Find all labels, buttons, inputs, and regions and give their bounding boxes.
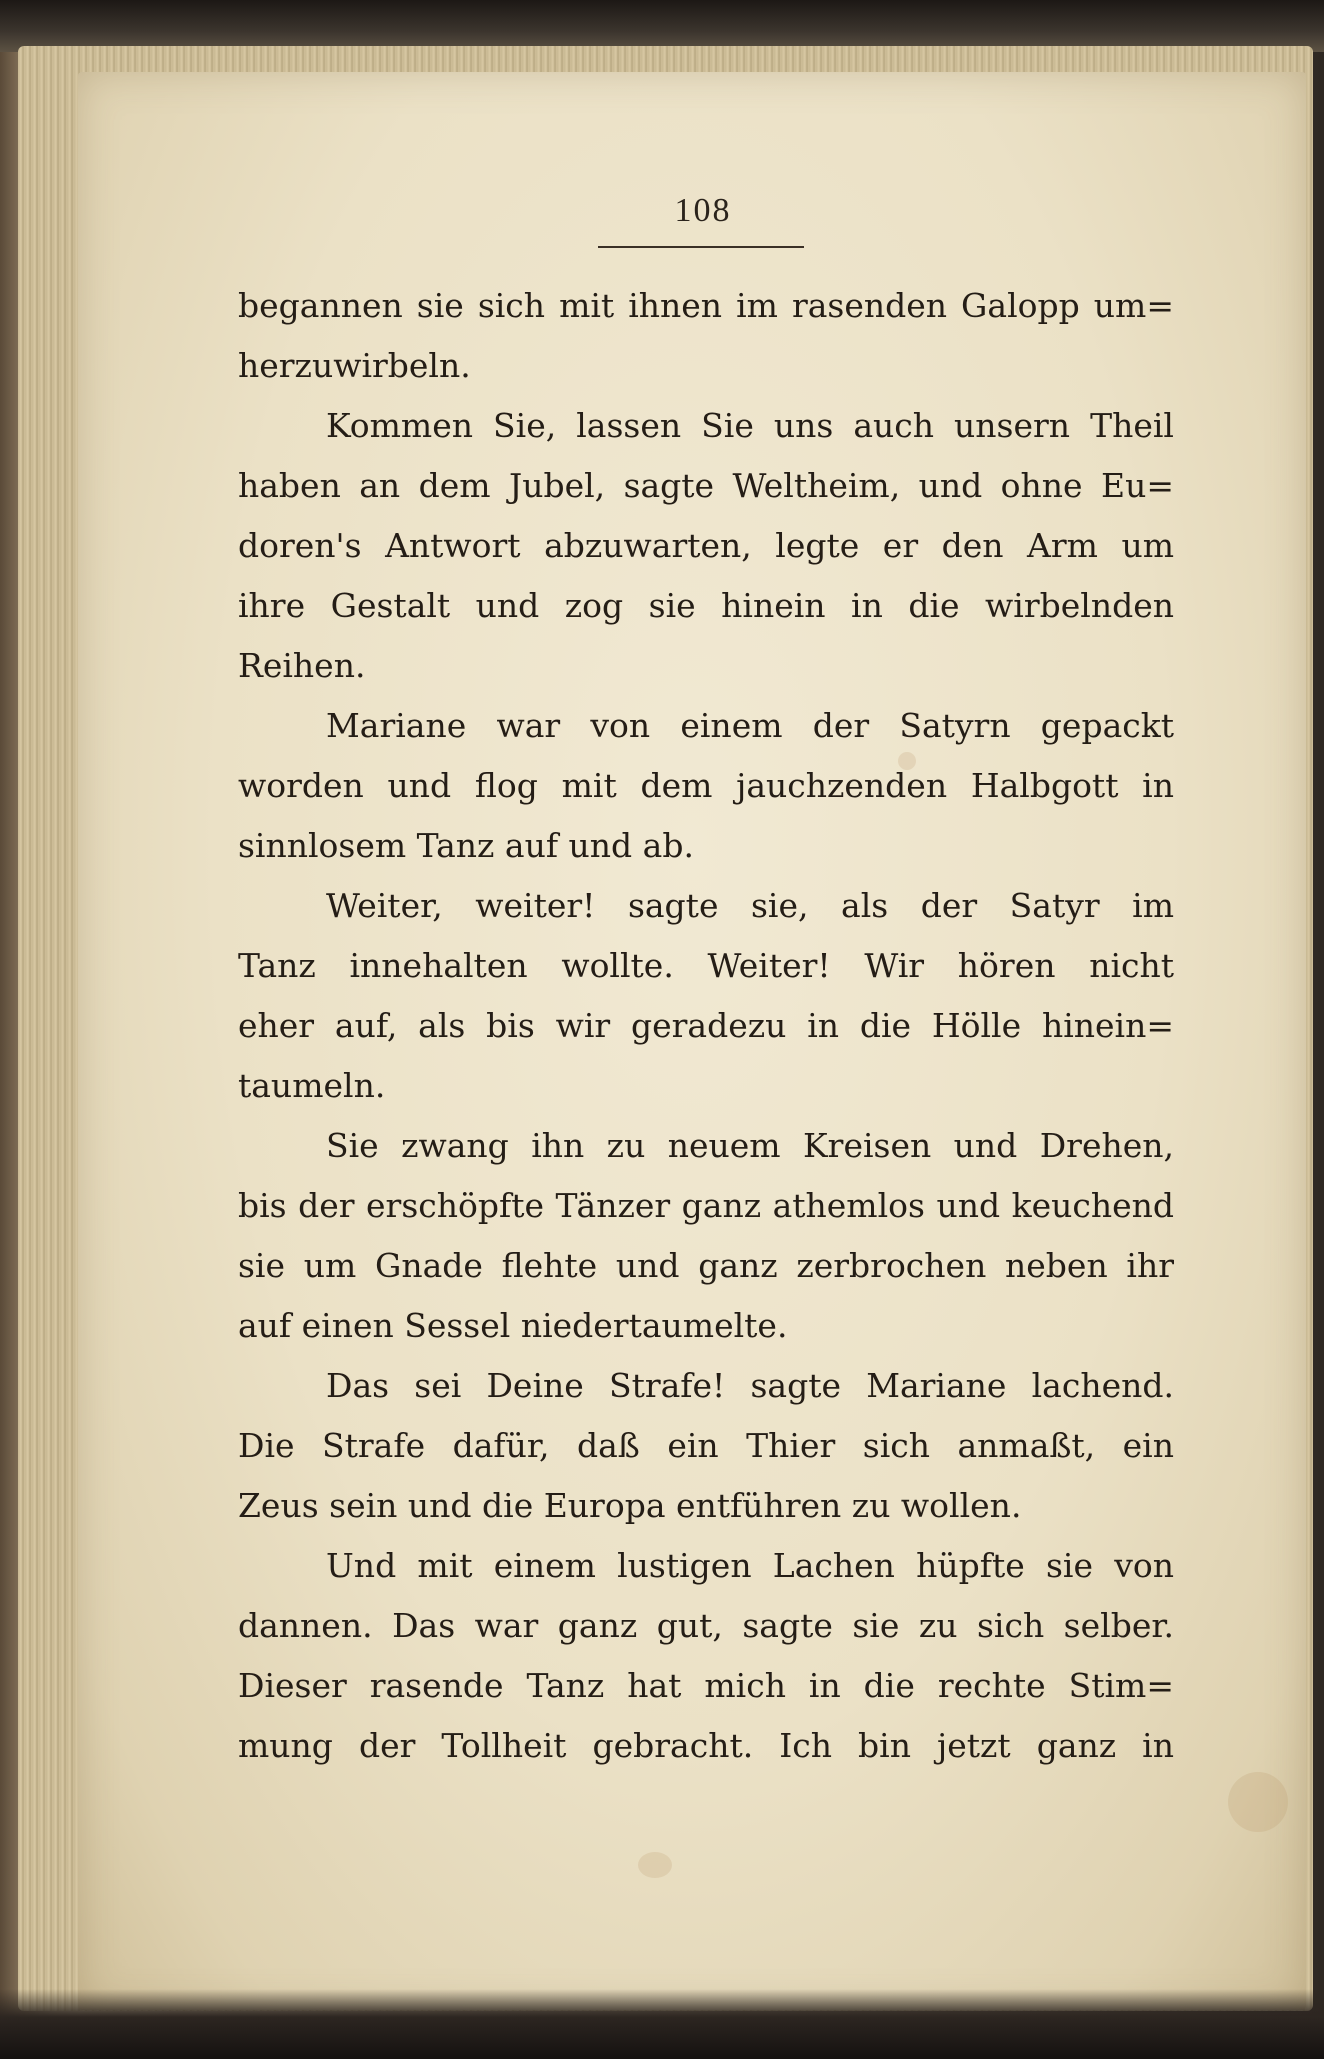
- page-number: 108: [674, 192, 732, 229]
- text-line: haben an dem Jubel, sagte Weltheim, und ohne Eu=: [238, 466, 1174, 505]
- text-line: Tanz innehalten wollte. Weiter! Wir hören nicht: [238, 946, 1174, 985]
- book-cover-top: [0, 0, 1324, 52]
- text-line: Mariane war von einem der Satyrn gepackt: [326, 706, 1174, 745]
- text-line: herzuwirbeln.: [238, 346, 471, 385]
- text-line: ihre Gestalt und zog sie hinein in die wirbelnden: [238, 586, 1174, 625]
- paper-stain: [1228, 1772, 1288, 1832]
- text-line: auf einen Sessel niedertaumelte.: [238, 1306, 788, 1345]
- header-rule: [598, 246, 804, 248]
- text-line: Dieser rasende Tanz hat mich in die rechte Stim=: [238, 1666, 1174, 1705]
- text-line: Das sei Deine Strafe! sagte Mariane lachend.: [326, 1366, 1174, 1405]
- text-line: begannen sie sich mit ihnen im rasenden Galopp um=: [238, 286, 1174, 325]
- text-line: taumeln.: [238, 1066, 386, 1105]
- text-line: Kommen Sie, lassen Sie uns auch unsern Theil: [326, 406, 1174, 445]
- text-line: Und mit einem lustigen Lachen hüpfte sie von: [326, 1546, 1174, 1585]
- body-text: [238, 276, 1174, 1776]
- text-line: eher auf, als bis wir geradezu in die Hölle hinein=: [238, 1006, 1174, 1045]
- text-line: Die Strafe dafür, daß ein Thier sich anmaßt, ein: [238, 1426, 1174, 1465]
- text-line: mung der Tollheit gebracht. Ich bin jetzt ganz in: [238, 1726, 1174, 1765]
- text-line: doren's Antwort abzuwarten, legte er den Arm um: [238, 526, 1174, 565]
- book-bottom-edge: [0, 1989, 1324, 2059]
- text-line: bis der erschöpfte Tänzer ganz athemlos und keuchend: [238, 1186, 1174, 1225]
- text-line: Zeus sein und die Europa entführen zu wollen.: [238, 1486, 1022, 1525]
- text-line: Reihen.: [238, 646, 366, 685]
- paper-stain: [638, 1852, 672, 1878]
- text-line: Weiter, weiter! sagte sie, als der Satyr im: [326, 886, 1174, 925]
- text-line: Sie zwang ihn zu neuem Kreisen und Drehen,: [326, 1126, 1174, 1165]
- text-line: sie um Gnade flehte und ganz zerbrochen neben ihr: [238, 1246, 1174, 1285]
- text-line: worden und flog mit dem jauchzenden Halbgott in: [238, 766, 1174, 805]
- text-line: sinnlosem Tanz auf und ab.: [238, 826, 694, 865]
- text-line: dannen. Das war ganz gut, sagte sie zu sich selber.: [238, 1606, 1174, 1645]
